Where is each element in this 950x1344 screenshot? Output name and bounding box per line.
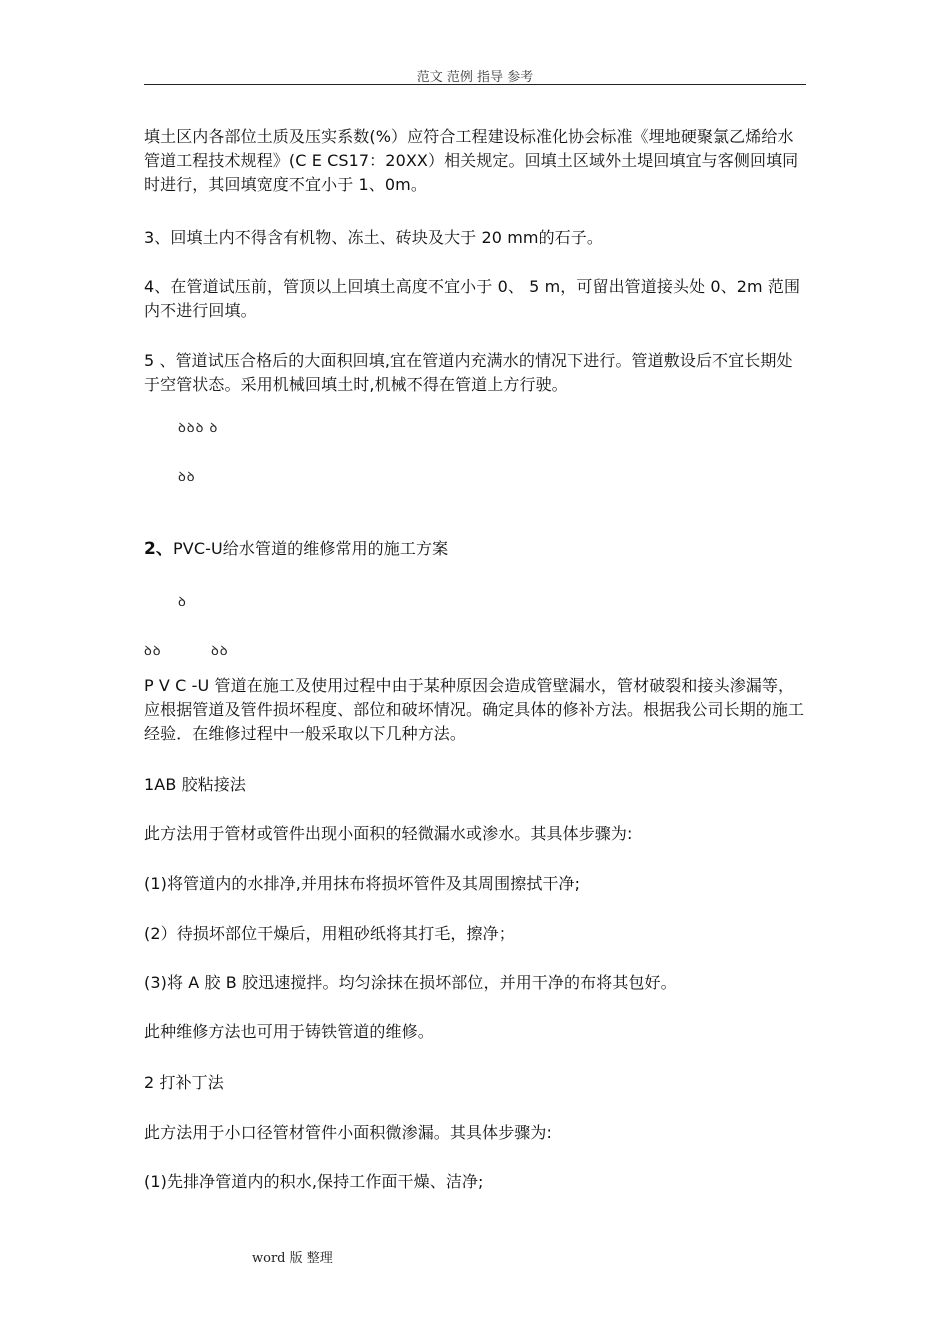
page-header: 范文 范例 指导 参考	[416, 70, 534, 85]
section-heading-title: PVC-U给水管道的维修常用的施工方案	[173, 539, 449, 558]
glyph-mark: ꝺꝺ	[211, 644, 229, 659]
paragraph-item-3: 3、回填土内不得含有机物、冻土、砖块及大于 20 mm的石子。	[144, 228, 603, 247]
section-heading	[144, 537, 808, 561]
method-1-title: 1AB 胶粘接法	[144, 775, 246, 794]
paragraph-pvc-intro: P V C -U 管道在施工及使用过程中由于某种原因会造成管壁漏水，管材破裂和接头渗漏等，应根据管道及管件损坏程度、部位和破坏情况。确定具体的修补方法。根据我公司长期的施工经验．在维修过程中一般采取以下几种方法。	[144, 676, 805, 743]
glyph-mark: ꝺꝺ	[144, 644, 162, 659]
page-footer: word 版 整理	[252, 1251, 333, 1266]
paragraph-backfill-requirements: 填土区内各部位土质及压实系数(%）应符合工程建设标准化协会标准《埋地硬聚氯乙烯给水管道工程技术规程》(C E CS17：20XX）相关规定。回填土区域外土堤回填宜与客侧回填同时进行，其回填宽度不宜小于 1、0m。	[144, 127, 799, 194]
glyph-mark: ꝺ	[178, 595, 187, 610]
method-1-note: 此种维修方法也可用于铸铁管道的维修。	[144, 1022, 434, 1041]
paragraph-item-4: 4、在管道试压前，管顶以上回填土高度不宜小于 0、 5 m，可留出管道接头处 0、2m 范围内不进行回填。	[144, 277, 801, 320]
method-1-step-1: (1)将管道内的水排净,并用抹布将损坏管件及其周围擦拭干净;	[144, 874, 581, 893]
method-1-desc: 此方法用于管材或管件出现小面积的轻微漏水或渗水。其具体步骤为:	[144, 824, 633, 843]
method-1-step-3: (3)将 A 胶 B 胶迅速搅拌。均匀涂抹在损坏部位，并用干净的布将其包好。	[144, 973, 677, 992]
method-2-title: 2 打补丁法	[144, 1073, 224, 1092]
method-1-step-2: (2）待损坏部位干燥后，用粗砂纸将其打毛，擦净；	[144, 924, 515, 943]
method-2-step-1: (1)先排净管道内的积水,保持工作面干燥、洁净;	[144, 1172, 484, 1191]
glyph-mark: ꝺꝺꝺ ꝺ	[178, 421, 219, 436]
section-heading-number: 2、	[144, 539, 174, 559]
glyph-mark: ꝺꝺ	[178, 470, 196, 485]
header-divider	[144, 84, 806, 85]
paragraph-item-5: 5 、管道试压合格后的大面积回填,宜在管道内充满水的情况下进行。管道敷设后不宜长期处于空管状态。采用机械回填土时,机械不得在管道上方行驶。	[144, 351, 793, 394]
method-2-desc: 此方法用于小口径管材管件小面积微渗漏。其具体步骤为:	[144, 1123, 552, 1142]
